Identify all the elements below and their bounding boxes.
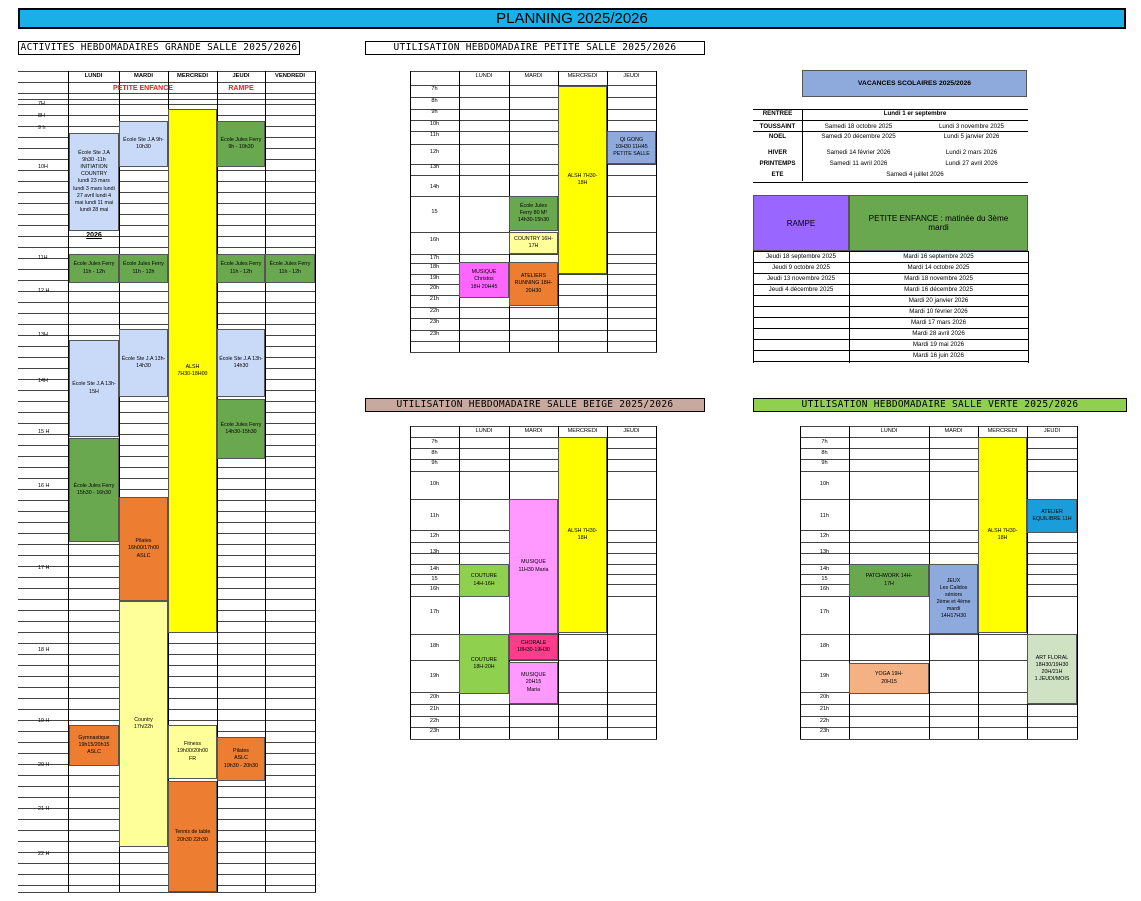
verte-hour-label: 16h [819,586,830,592]
beige-day-mercredi: MERCREDI [567,428,598,434]
vacances-row-start: Samedi 11 avril 2026 [829,160,888,167]
rampe-label: RAMPE [228,85,254,92]
country-petite-mardi: COUNTRY 16H- 17H [509,232,558,254]
salle-verte-title: UTILISATION HEBDOMADAIRE SALLE VERTE 2025/2026 [753,398,1127,412]
beige-hour-label: 22h [429,718,440,724]
petite-hour-label: 20h [429,285,440,291]
jules-ferry-vendredi-11h: École Jules Ferry 11h - 12h [265,254,315,283]
atelier-equilibre: ATELIER EQUILIBRE 11H [1027,499,1077,533]
alsh-mercredi-verte: ALSH 7H30- 18H [978,437,1027,633]
beige-hour-label: 15 [431,576,438,582]
rampe-date: Jeudi 18 septembre 2025 [766,253,836,260]
vacances-row-label: TOUSSAINT [759,123,796,130]
jules-ferry-lundi-11h: École Jules Ferry 11h - 12h [69,254,119,283]
verte-day-mardi: MARDI [944,428,963,434]
rampe-petite-enfance-table [753,195,1028,365]
initiation-country-block: École Ste J.A 9h30 -11h INITIATION COUNTRY lundi 23 mars lundi 3 mars lundi 27 avril lundi 4 mai lundi 11 mai lundi 28 mai [69,133,119,231]
beige-hour-label: 19h [429,673,440,679]
verte-hour-label: 20h [819,694,830,700]
petite-hour-label: 8h [431,98,438,104]
verte-hour-label: 10h [819,481,830,487]
grande-hour-9h: 9 h [38,125,46,131]
pilates-jeudi: Pilates ASLC 19h30 - 20h30 [217,737,265,781]
jules-ferry-80m: École Jules Ferry 80 M² 14h30-15h30 [509,196,558,231]
verte-hour-label: 23h [819,728,830,734]
grande-day-lundi: LUNDI [84,73,103,79]
petite-hour-label: 16h [429,237,440,243]
grande-hour-8h: 8H [38,113,45,119]
petite-enfance-date: Mardi 10 février 2026 [909,308,968,315]
petite-enfance-date: Mardi 14 octobre 2025 [907,264,970,271]
petite-hour-label: 7h [431,86,438,92]
grande-hour-11h: 11H [38,255,48,261]
beige-hour-label: 21h [429,706,440,712]
verte-day-mercredi: MERCREDI [987,428,1018,434]
grande-hour-22h: 22 H [38,851,50,857]
page-title-banner: PLANNING 2025/2026 [18,8,1126,29]
petite-enfance-date: Mardi 28 avril 2026 [912,330,965,337]
beige-hour-label: 16h [429,586,440,592]
petite-enfance-date: Mardi 16 décembre 2025 [904,286,973,293]
petite-enfance-date: Mardi 16 septembre 2025 [903,253,974,260]
petite-hour-label: 10h [429,121,440,127]
grande-hour-12h: 12 H [38,288,50,294]
vacances-row-start: Samedi 20 décembre 2025 [821,133,896,140]
verte-hour-label: 22h [819,718,830,724]
grande-hour-13h: 13H [38,332,48,338]
petite-hour-label: 22h [429,308,440,314]
petite-hour-label: 17h [429,255,440,261]
petite-enfance-date: Mardi 16 juin 2026 [913,352,964,359]
vacances-row-start: Samedi 14 février 2026 [826,149,891,156]
grande-hour-7h: 7H [38,101,45,107]
vacances-row-label: PRINTEMPS [759,160,796,167]
petite-day-jeudi: JEUDI [623,73,640,79]
chorale-mardi: CHORALE 18H30-19H30 [509,634,558,660]
petite-day-lundi: LUNDI [475,73,493,79]
fitness-mercredi: Fitness 19h00/20h00 FR [168,725,217,779]
grande-hour-10h: 10H [38,164,48,170]
petite-salle-grid [410,71,657,352]
vacances-table [753,70,1028,187]
verte-hour-label: 13h [819,549,830,555]
salle-beige-grid [410,426,657,739]
vacances-row-label: ETE [771,171,784,178]
salle-beige-title: UTILISATION HEBDOMADAIRE SALLE BEIGE 2025/2026 [365,398,705,412]
vacances-row-start: Lundi 1 er septembre [883,110,947,117]
grande-hour-15h: 15 H [38,429,50,435]
petite-enfance-label: PETITE ENFANCE [113,85,173,92]
petite-hour-label: 15 [431,209,438,215]
grande-hour-16h: 16 H [38,483,50,489]
rampe-date: Jeudi 9 octobre 2025 [772,264,830,271]
verte-hour-label: 17h [819,609,830,615]
vacances-row-end: Lundi 27 avril 2026 [945,160,998,167]
vacances-row-end: Lundi 3 novembre 2025 [938,123,1005,130]
petite-salle-title: UTILISATION HEBDOMADAIRE PETITE SALLE 2025/2026 [365,41,705,55]
jeux-calidos: JEUX Les Calidos séniors 2ème et 4ème mardi 14H17H30 [929,564,978,634]
jules-ferry-jeudi-11h: École Jules Ferry 11h - 12h [217,254,265,283]
vacances-row-label: HIVER [768,149,787,156]
patchwork: PATCHWORK 14H- 17H [849,564,929,597]
petite-enfance-date: Mardi 18 novembre 2025 [904,275,973,282]
grande-hour-20h: 20 H [38,762,50,768]
verte-hour-label: 7h [821,439,828,445]
beige-hour-label: 13h [429,549,440,555]
gymnastique-lundi: Gymnastique 19h15/20h15 ASLC [69,725,119,766]
jules-ferry-jeudi-14h: École Jules Ferry 14h30-15h30 [217,399,265,459]
couture-lundi-18h: COUTURE 18H-20H [459,634,509,694]
petite-enfance-date: Mardi 19 mai 2026 [912,341,965,348]
petite-enfance-date: Mardi 20 janvier 2026 [908,297,969,304]
petite-hour-label: 12h [429,149,440,155]
petite-hour-label: 9h [431,109,438,115]
grande-hour-18h: 18 H [38,647,50,653]
beige-hour-label: 8h [431,450,438,456]
beige-day-jeudi: JEUDI [623,428,640,434]
grande-hour-17h: 17 H [38,565,50,571]
grande-salle-grid [18,71,316,892]
musique-maria: MUSIQUE 11H30 Maria [509,499,558,634]
ste-ja-jeudi-13h: École Ste J.A 13h- 14h30 [217,329,265,397]
alsh-mercredi-petite: ALSH 7H30- 18H [558,86,607,274]
petite-day-mercredi: MERCREDI [567,73,598,79]
beige-hour-label: 14h [429,566,440,572]
rampe-header: RAMPE [753,195,849,251]
vacances-row-label: RENTREE [762,110,793,117]
petite-hour-label: 13h [429,164,440,170]
beige-hour-label: 18h [429,643,440,649]
verte-hour-label: 19h [819,673,830,679]
salle-verte-grid [800,426,1078,739]
alsh-mercredi-grande: ALSH 7H30-18H00 [168,109,217,633]
beige-hour-label: 11h [430,513,439,519]
beige-hour-label: 9h [431,460,438,466]
alsh-mercredi-beige: ALSH 7H30- 18H [558,437,607,633]
vacances-row-end: Lundi 2 mars 2026 [945,149,998,156]
verte-hour-label: 12h [819,533,830,539]
year-2026-label: 2026 [86,232,102,239]
beige-hour-label: 23h [429,728,440,734]
rampe-date: Jeudi 13 novembre 2025 [766,275,836,282]
ste-ja-mardi-13h: École Ste J.A 13h- 14h30 [119,329,168,397]
petite-hour-label: 21h [429,296,440,302]
verte-hour-label: 18h [819,643,830,649]
beige-day-mardi: MARDI [524,428,543,434]
jules-ferry-mardi-11h: École Jules Ferry 11h - 12h [119,254,168,283]
verte-day-lundi: LUNDI [880,428,898,434]
petite-hour-label: 23h [429,331,440,337]
verte-hour-label: 8h [821,450,828,456]
vacances-row-label: NOEL [768,133,787,140]
grande-hour-19h: 19 H [38,718,50,724]
tennis-de-table-mercredi: Tennis de table 20h30 22h30 [168,781,217,892]
petite-hour-label: 14h [429,184,440,190]
yoga: YOGA 19H- 20H15 [849,663,929,694]
beige-day-lundi: LUNDI [475,428,493,434]
grande-hour-21h: 21 H [38,806,50,812]
ecole-jules-ferry-jeudi-morning: École Jules Ferry 9h - 10h30 [217,121,265,167]
vacances-row-end: Lundi 5 janvier 2026 [943,133,1000,140]
petite-hour-label: 19h [429,275,440,281]
grande-day-mardi: MARDI [134,73,153,79]
grande-day-vendredi: VENDREDI [275,73,305,79]
ste-ja-lundi-13h: École Ste J.A 13h- 15H [69,340,119,437]
country-mardi: Country 17h/22h [119,601,168,847]
petite-enfance-header: PETITE ENFANCE : matinée du 3ème mardi [849,195,1028,251]
art-floral: ART FLORAL 18H30/19H30 20H/21H 1 JEUDI/MOIS [1027,634,1077,704]
verte-hour-label: 11h [820,513,829,519]
vacances-title: VACANCES SCOLAIRES 2025/2026 [802,70,1027,97]
petite-enfance-date: Mardi 17 mars 2026 [910,319,967,326]
ateliers-running: ATELIERS RUNNING 18H- 20H30 [509,262,558,306]
musique-mardi-19h: MUSIQUE 20H15 Maria [509,662,558,704]
couture-lundi-14h: COUTURE 14H-16H [459,564,509,597]
pilates-mardi: Pilates 16h00/17h00 ASLC [119,497,168,601]
jules-ferry-lundi-15h: École Jules Ferry 15h30 - 16h30 [69,438,119,542]
petite-hour-label: 23h [429,319,440,325]
petite-day-mardi: MARDI [524,73,543,79]
vacances-row-start: Samedi 18 octobre 2025 [824,123,893,130]
beige-hour-label: 17h [429,609,440,615]
vacances-row-start: Samedi 4 juillet 2026 [886,171,944,178]
verte-hour-label: 21h [819,706,830,712]
rampe-date: Jeudi 4 décembre 2025 [768,286,834,293]
beige-hour-label: 10h [429,481,440,487]
verte-hour-label: 15 [821,576,828,582]
grande-hour-14h: 14H [38,378,48,384]
verte-hour-label: 9h [821,460,828,466]
verte-hour-label: 14h [819,566,830,572]
beige-hour-label: 7h [431,439,438,445]
grande-salle-title: ACTIVITES HEBDOMADAIRES GRANDE SALLE 2025/2026 [18,41,300,55]
beige-hour-label: 20h [429,694,440,700]
grande-day-mercredi: MERCREDI [177,73,208,79]
beige-hour-label: 12h [429,533,440,539]
verte-day-jeudi: JEUDI [1043,428,1061,434]
petite-hour-label: 11h [430,132,439,138]
petite-hour-label: 18h [429,264,440,270]
musique-christos: MUSIQUE Christos 18H 20H45 [459,262,509,298]
ecole-ste-ja-mardi-morning: École Ste J.A 9h- 10h30 [119,121,168,167]
qi-gong-jeudi: QI GONG 10H30 11H45 PETITE SALLE [607,131,656,164]
grande-day-jeudi: JEUDI [232,73,250,79]
